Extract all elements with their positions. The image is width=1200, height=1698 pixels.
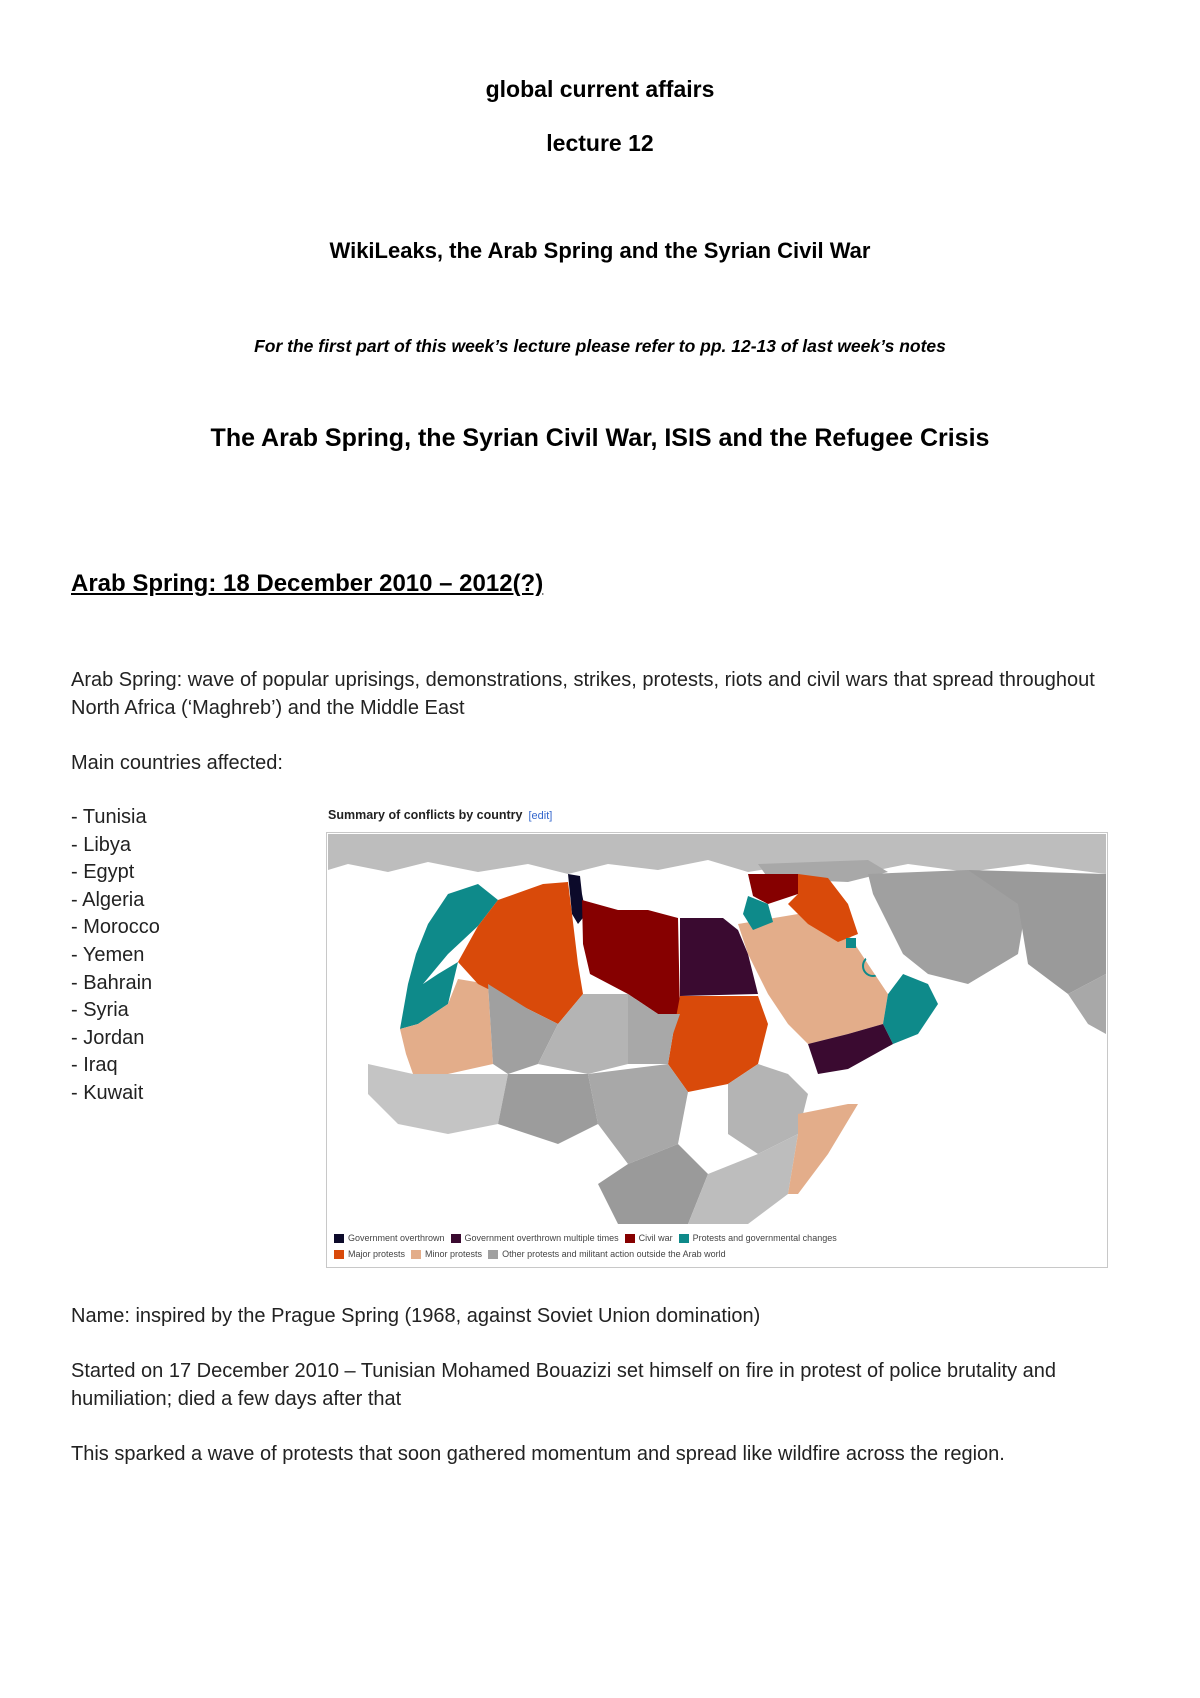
map-caption [328,808,552,822]
lecture-topic: WikiLeaks, the Arab Spring and the Syrian Civil War [329,238,871,263]
map-legend-row1 [334,1233,843,1243]
list-item: - Egypt [71,861,135,884]
map-edit-link[interactable]: [edit] [528,810,553,822]
map-image [328,834,1106,1224]
legend-item: Government overthrown multiple times [451,1233,619,1243]
list-item: - Bahrain [71,971,153,994]
spread-paragraph: This sparked a wave of protests that soon gathered momentum and spread like wildfire across the region. [71,1443,1005,1465]
name-origin-paragraph: Name: inspired by the Prague Spring (1968, against Soviet Union domination) [71,1305,761,1327]
reference-note: For the first part of this week’s lecture please refer to pp. 12-13 of last week’s notes [254,336,946,356]
course-title: global current affairs [485,76,715,102]
lecture-number: lecture 12 [546,130,654,156]
legend-item: Other protests and militant action outside the Arab world [488,1249,726,1259]
section-heading: Arab Spring: 18 December 2010 – 2012(?) [71,570,544,597]
list-item: - Kuwait [71,1081,144,1104]
countries-intro: Main countries affected: [71,752,283,774]
list-item: - Yemen [71,943,145,966]
list-item: - Syria [71,999,129,1022]
list-item: - Libya [71,833,132,856]
conflict-map [326,832,1108,1268]
list-item: - Morocco [71,916,160,939]
list-item: - Tunisia [71,806,147,828]
start-paragraph: Started on 17 December 2010 – Tunisian Mohamed Bouazizi set himself on fire in protest of police brutality and humiliation; died a few days after that [71,1360,1056,1410]
legend-item: Protests and governmental changes [679,1233,837,1243]
map-legend-row2 [334,1249,732,1259]
map-caption-text: Summary of conflicts by country [328,808,523,822]
legend-item: Major protests [334,1249,405,1259]
legend-item: Minor protests [411,1249,482,1259]
definition-paragraph: Arab Spring: wave of popular uprisings, demonstrations, strikes, protests, riots and civil wars that spread throughout North Africa (‘Maghreb’) and the Middle East [71,669,1095,719]
main-title: The Arab Spring, the Syrian Civil War, ISIS and the Refugee Crisis [210,424,990,452]
list-item: - Jordan [71,1026,145,1049]
list-item: - Iraq [71,1054,118,1077]
legend-item: Government overthrown [334,1233,445,1243]
countries-list [71,804,160,1108]
legend-item: Civil war [625,1233,673,1243]
list-item: - Algeria [71,888,145,911]
